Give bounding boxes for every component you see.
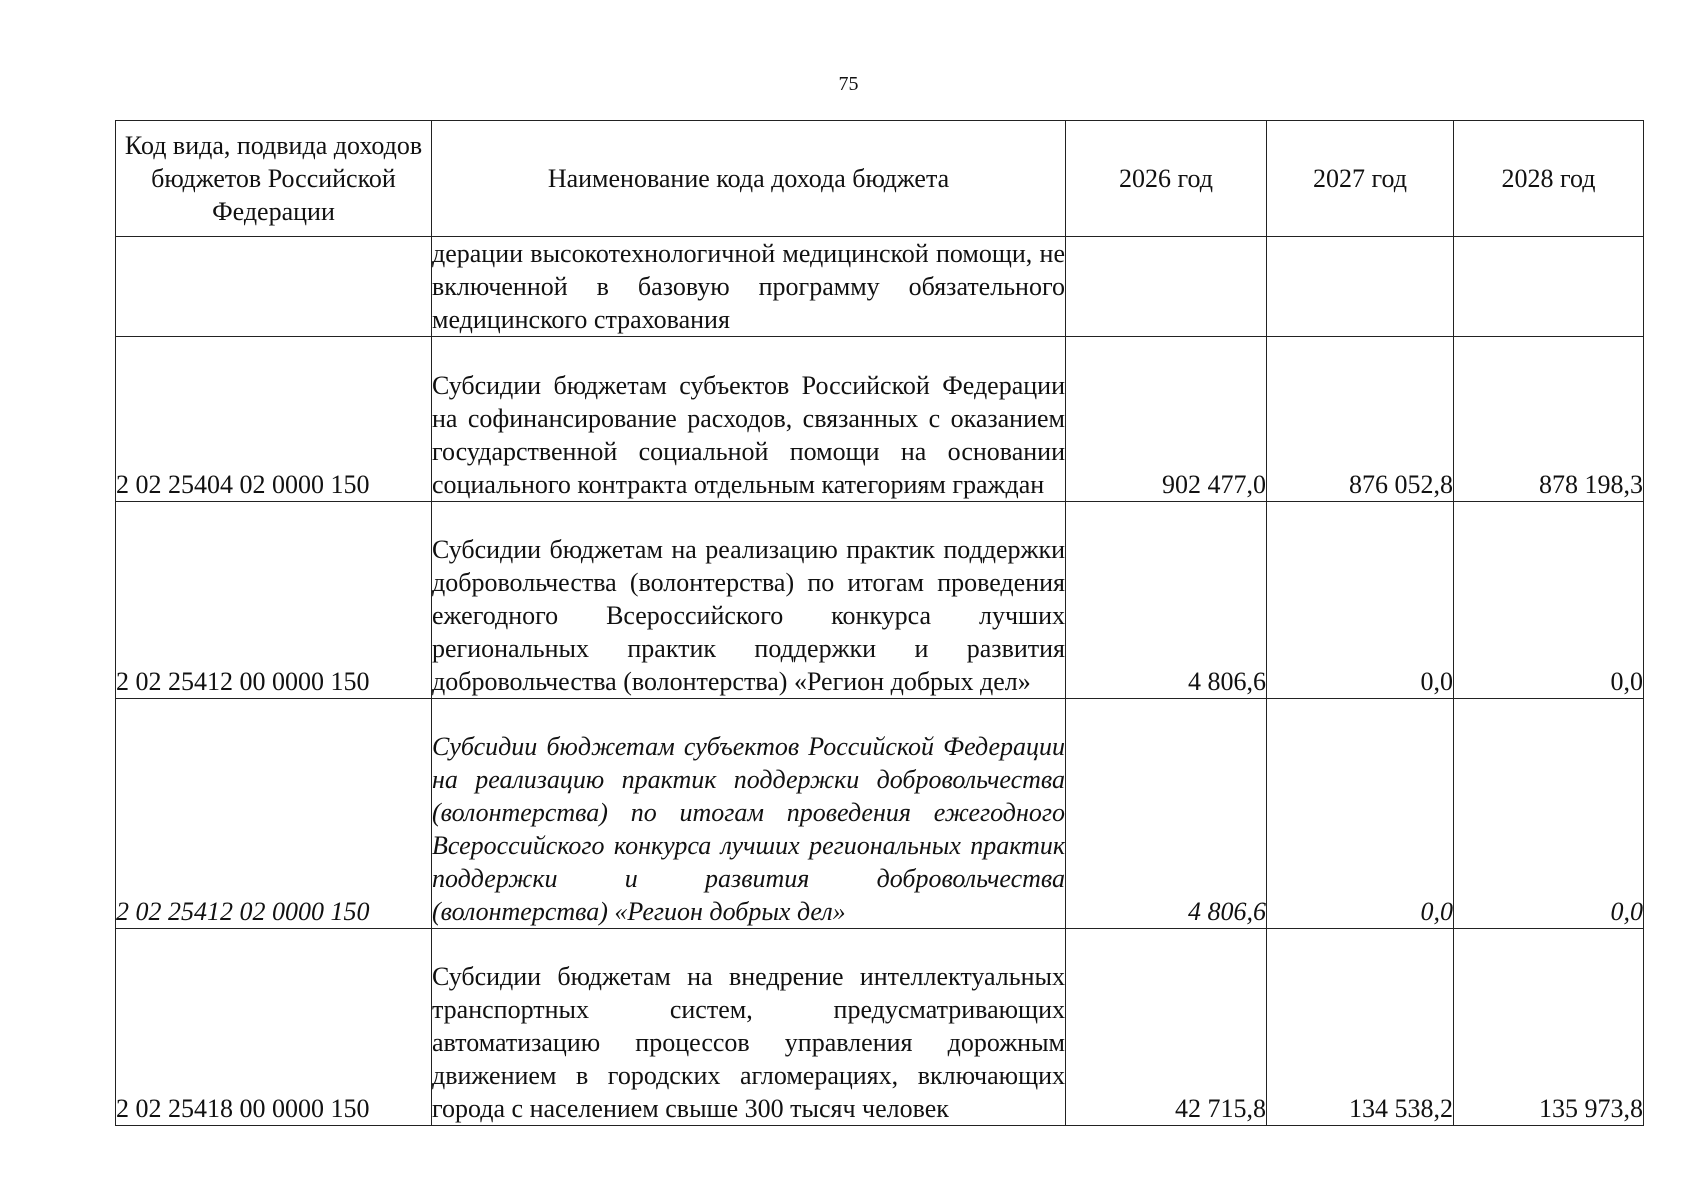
row-value-2027: 0,0 (1267, 502, 1454, 699)
table-row (116, 237, 1644, 337)
row-name: Субсидии бюджетам субъектов Российской Федерации на софинансирование расходов, связанных с оказанием государственной социальной помощи на основании социального контракта отдельным категориям граждан (432, 337, 1066, 502)
row-code (116, 237, 432, 337)
row-name: дерации высокотехнологичной медицинской помощи, не включенной в базовую программу обязательного медицинского страхования (432, 237, 1066, 337)
row-value-2027 (1267, 237, 1454, 337)
row-value-2026: 4 806,6 (1066, 699, 1267, 929)
header-name: Наименование кода дохода бюджета (432, 121, 1066, 237)
header-2028: 2028 год (1454, 121, 1644, 237)
row-value-2028: 878 198,3 (1454, 337, 1644, 502)
row-code: 2 02 25404 02 0000 150 (116, 337, 432, 502)
row-value-2027: 0,0 (1267, 699, 1454, 929)
row-name: Субсидии бюджетам на реализацию практик поддержки добровольчества (волонтерства) по итогам проведения ежегодного Всероссийского конкурса лучших региональных практик поддержки и развития добровольчества (волонтерства) «Регион добрых дел» (432, 502, 1066, 699)
row-value-2026: 4 806,6 (1066, 502, 1267, 699)
row-code: 2 02 25412 00 0000 150 (116, 502, 432, 699)
table-row (116, 502, 1644, 699)
row-value-2026 (1066, 237, 1267, 337)
row-value-2027: 134 538,2 (1267, 929, 1454, 1126)
table-header-row (116, 121, 1644, 237)
row-value-2027: 876 052,8 (1267, 337, 1454, 502)
budget-income-table (115, 120, 1644, 1126)
row-code: 2 02 25418 00 0000 150 (116, 929, 432, 1126)
row-name: Субсидии бюджетам на внедрение интеллектуальных транспортных систем, предусматривающих автоматизацию процессов управления дорожным движением в городских агломерациях, включающих города с населением свыше 300 тысяч человек (432, 929, 1066, 1126)
row-value-2028: 0,0 (1454, 699, 1644, 929)
table-row (116, 337, 1644, 502)
row-value-2028 (1454, 237, 1644, 337)
header-2027: 2027 год (1267, 121, 1454, 237)
row-name: Субсидии бюджетам субъектов Российской Федерации на реализацию практик поддержки добровольчества (волонтерства) по итогам проведения ежегодного Всероссийского конкурса лучших региональных практик поддержки и развития добровольчества (волонтерства) «Регион добрых дел» (432, 699, 1066, 929)
header-2026: 2026 год (1066, 121, 1267, 237)
row-value-2028: 0,0 (1454, 502, 1644, 699)
table-row (116, 929, 1644, 1126)
header-code: Код вида, подвида доходов бюджетов Российской Федерации (116, 121, 432, 237)
row-value-2026: 42 715,8 (1066, 929, 1267, 1126)
table-row (116, 699, 1644, 929)
row-value-2028: 135 973,8 (1454, 929, 1644, 1126)
page-number: 75 (838, 73, 859, 95)
row-value-2026: 902 477,0 (1066, 337, 1267, 502)
row-code: 2 02 25412 02 0000 150 (116, 699, 432, 929)
